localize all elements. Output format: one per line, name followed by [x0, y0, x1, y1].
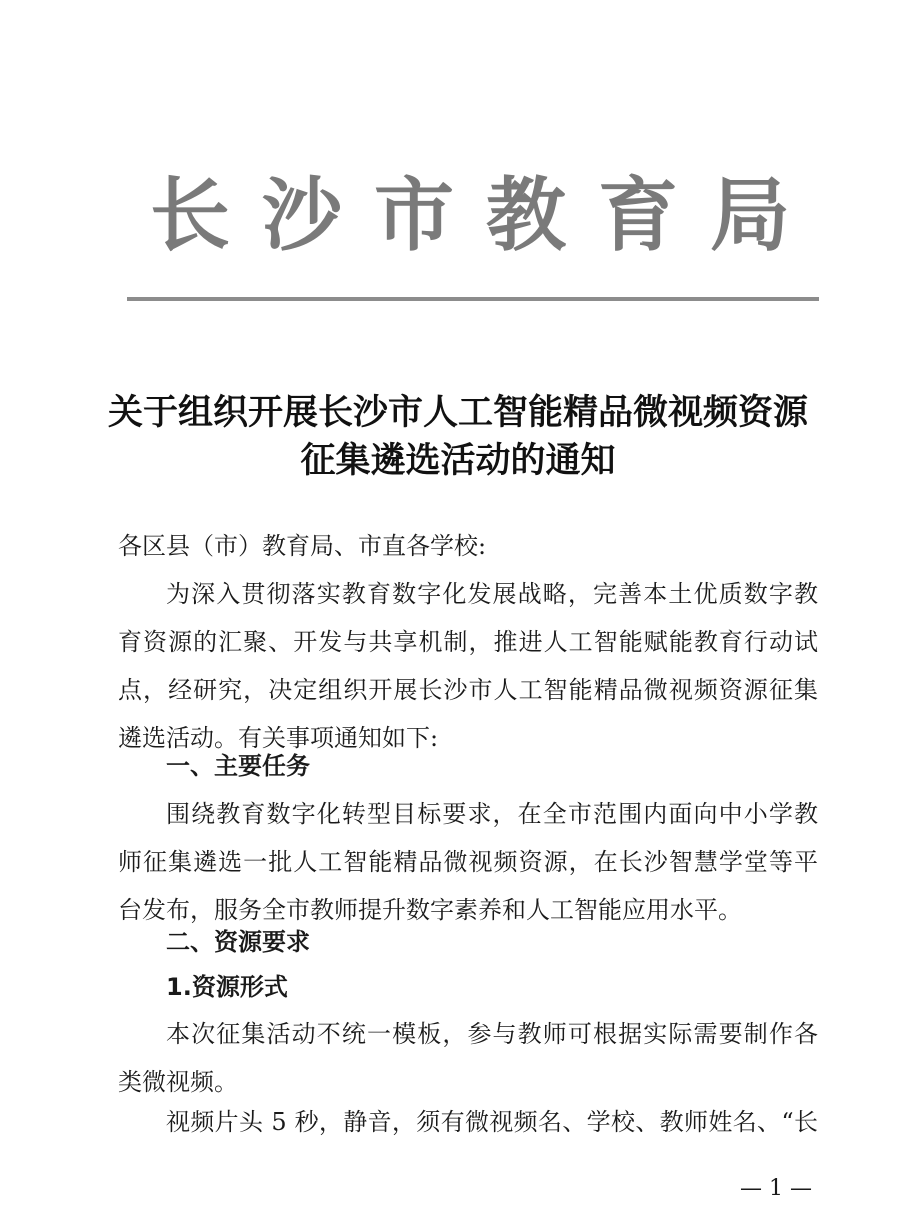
- paragraph-line: 类微视频。: [118, 1068, 238, 1096]
- paragraph-line: 台发布，服务全市教师提升数字素养和人工智能应用水平。: [118, 896, 742, 924]
- section-1: [118, 742, 818, 934]
- salutation-text: 各区县（市）教育局、市直各学校:: [118, 532, 487, 560]
- letterhead-char: 沙: [262, 168, 342, 262]
- paragraph-line: 师征集遴选一批人工智能精品微视频资源，在长沙智慧学堂等平: [118, 848, 818, 876]
- paragraph-line: 视频片头 5 秒，静音，须有微视频名、学校、教师姓名、“长: [166, 1108, 818, 1136]
- letterhead-char: 教: [486, 168, 566, 262]
- document-title-line-2: 征集遴选活动的通知: [300, 440, 616, 481]
- letterhead-title: [150, 170, 790, 260]
- subsection-heading: 1.资源形式: [166, 973, 288, 1001]
- intro-paragraph: [118, 570, 818, 762]
- letterhead-divider: [127, 297, 819, 301]
- letterhead-char: 长: [150, 168, 230, 262]
- subsection-1-paragraph-1: [118, 1010, 818, 1106]
- letterhead-char: 局: [710, 168, 790, 262]
- letterhead-char: 市: [374, 168, 454, 262]
- paragraph-line: 围绕教育数字化转型目标要求，在全市范围内面向中小学教: [166, 800, 818, 828]
- section-2: [118, 918, 818, 966]
- paragraph-line: 育资源的汇聚、开发与共享机制，推进人工智能赋能教育行动试: [118, 628, 818, 656]
- document-title-line-1: 关于组织开展长沙市人工智能精品微视频资源: [107, 392, 808, 433]
- subsection-1: [118, 963, 818, 1011]
- page-number: — 1 —: [740, 1176, 812, 1201]
- paragraph-line: 本次征集活动不统一模板，参与教师可根据实际需要制作各: [166, 1020, 818, 1048]
- subsection-1-paragraph-2: [118, 1098, 818, 1146]
- paragraph-line: 为深入贯彻落实教育数字化发展战略，完善本土优质数字教: [166, 580, 818, 608]
- section-heading: 二、资源要求: [166, 928, 310, 956]
- paragraph-line: 点，经研究，决定组织开展长沙市人工智能精品微视频资源征集: [118, 676, 818, 704]
- section-heading: 一、主要任务: [166, 752, 310, 780]
- letterhead-char: 育: [598, 168, 678, 262]
- salutation: [118, 522, 818, 570]
- paragraph-line: 遴选活动。有关事项通知如下:: [118, 724, 439, 752]
